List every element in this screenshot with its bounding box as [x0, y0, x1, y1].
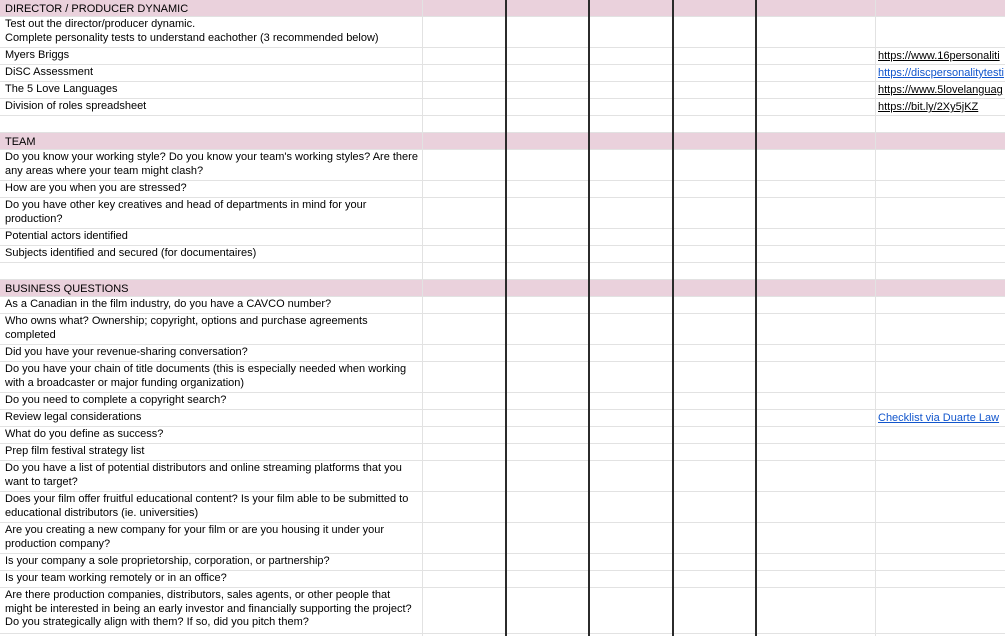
table-row	[0, 116, 1005, 133]
question-cell[interactable]: DiSC Assessment	[5, 66, 94, 78]
table-row	[0, 48, 1005, 65]
row-gridline	[0, 633, 1005, 634]
question-cell[interactable]	[0, 116, 422, 133]
question-cell[interactable]: As a Canadian in the film industry, do you have a CAVCO number?	[5, 298, 332, 310]
table-row	[0, 65, 1005, 82]
column-border	[755, 0, 757, 636]
section-header-row	[0, 280, 1005, 297]
question-cell[interactable]: Do you have a list of potential distributors and online streaming platforms that you want to target?	[5, 462, 402, 488]
question-cell[interactable]: Division of roles spreadsheet	[5, 100, 147, 112]
table-row	[0, 181, 1005, 198]
table-row	[0, 461, 1005, 492]
section-header-cell[interactable]: TEAM	[5, 136, 36, 148]
column-gridline	[875, 0, 876, 636]
table-row	[0, 263, 1005, 280]
section-header-cell[interactable]: DIRECTOR / PRODUCER DYNAMIC	[5, 3, 189, 15]
question-cell[interactable]: Do you have your chain of title documents (this is especially needed when working with a broadcaster or major funding organization)	[5, 363, 407, 389]
section-header-row	[0, 133, 1005, 150]
question-cell[interactable]: Subjects identified and secured (for documentaires)	[5, 247, 257, 259]
link-cell[interactable]: https://www.16personaliti	[878, 50, 1000, 62]
table-row	[0, 17, 1005, 48]
question-cell[interactable]: Do you need to complete a copyright search?	[5, 394, 227, 406]
question-cell[interactable]	[0, 263, 422, 280]
question-cell[interactable]: Potential actors identified	[5, 230, 128, 242]
table-row	[0, 82, 1005, 99]
question-cell[interactable]: Is your team working remotely or in an office?	[5, 572, 227, 584]
link-cell[interactable]: https://www.5lovelanguag	[878, 84, 1003, 96]
table-row	[0, 492, 1005, 523]
table-row	[0, 246, 1005, 263]
question-cell[interactable]: Myers Briggs	[5, 49, 70, 61]
table-row	[0, 410, 1005, 427]
question-cell[interactable]: Who owns what? Ownership; copyright, options and purchase agreements completed	[5, 315, 368, 341]
column-border	[672, 0, 674, 636]
column-gridline	[422, 0, 423, 636]
table-row	[0, 150, 1005, 181]
table-row	[0, 198, 1005, 229]
question-cell[interactable]: Are there production companies, distributors, sales agents, or other people that might be interested in being an early investor and financially supporting the project? Do you strategically align with them? If so, did you pitch them?	[5, 589, 412, 628]
question-cell[interactable]: How are you when you are stressed?	[5, 182, 187, 194]
link-cell[interactable]: https://bit.ly/2Xy5jKZ	[878, 101, 979, 113]
question-cell[interactable]: Is your company a sole proprietorship, corporation, or partnership?	[5, 555, 330, 567]
question-cell[interactable]: Are you creating a new company for your film or are you housing it under your production company?	[5, 524, 385, 550]
link-cell[interactable]: Checklist via Duarte Law	[878, 412, 1000, 424]
column-border	[588, 0, 590, 636]
section-header-row	[0, 0, 1005, 17]
question-cell[interactable]: Test out the director/producer dynamic. Complete personality tests to understand eachother (3 recommended below)	[5, 18, 379, 44]
question-cell[interactable]: Prep film festival strategy list	[5, 445, 145, 457]
table-row	[0, 444, 1005, 461]
table-row	[0, 99, 1005, 116]
table-row	[0, 523, 1005, 554]
table-row	[0, 229, 1005, 246]
question-cell[interactable]: The 5 Love Languages	[5, 83, 118, 95]
table-row	[0, 393, 1005, 410]
section-header-cell[interactable]: BUSINESS QUESTIONS	[5, 283, 129, 295]
table-row	[0, 588, 1005, 634]
link-cell[interactable]: https://discpersonalitytesti	[878, 67, 1004, 79]
table-row	[0, 345, 1005, 362]
table-row	[0, 362, 1005, 393]
table-row	[0, 427, 1005, 444]
table-row	[0, 571, 1005, 588]
question-cell[interactable]: Does your film offer fruitful educational content? Is your film able to be submitted to educational distributors (ie. universities)	[5, 493, 409, 519]
question-cell[interactable]: What do you define as success?	[5, 428, 164, 440]
table-row	[0, 554, 1005, 571]
table-row	[0, 314, 1005, 345]
column-border	[505, 0, 507, 636]
question-cell[interactable]: Did you have your revenue-sharing conversation?	[5, 346, 248, 358]
table-row	[0, 297, 1005, 314]
question-cell[interactable]: Review legal considerations	[5, 411, 142, 423]
question-cell[interactable]: Do you have other key creatives and head of departments in mind for your production?	[5, 199, 367, 225]
question-cell[interactable]: Do you know your working style? Do you know your team's working styles? Are there any areas where your team might clash?	[5, 151, 418, 177]
